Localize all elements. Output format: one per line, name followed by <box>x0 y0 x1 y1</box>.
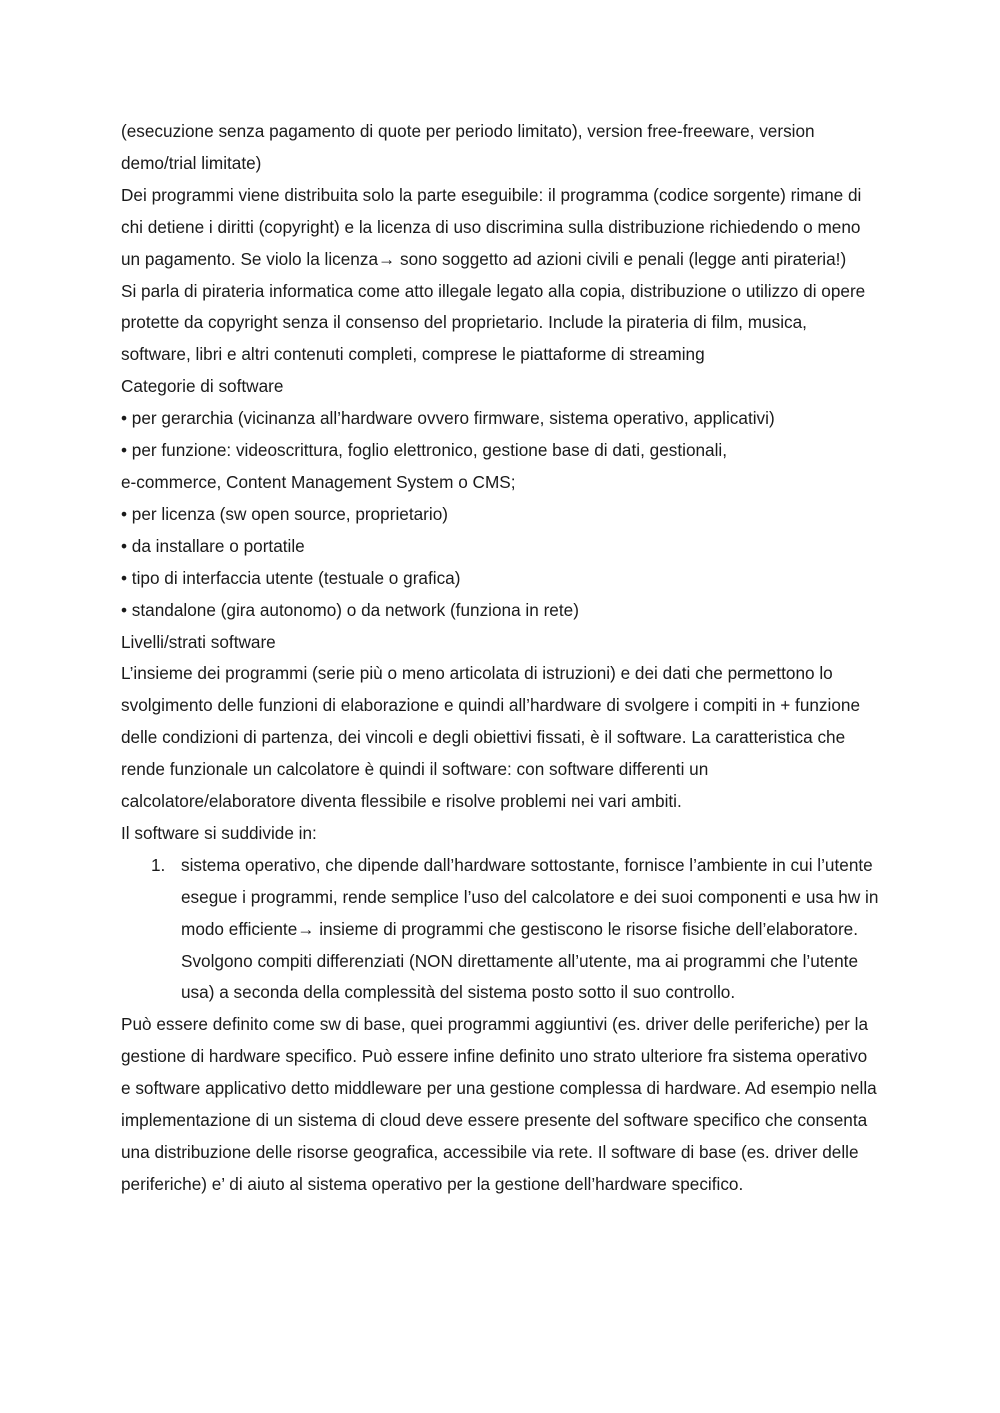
category-hierarchy: • per gerarchia (vicinanza all’hardware ovvero firmware, sistema operativo, applicativi) <box>121 408 775 429</box>
paragraph-license-types: (esecuzione senza pagamento di quote per periodo limitato), version free-freeware, version demo/trial limitate) <box>121 121 815 173</box>
paragraph-distribution: Dei programmi viene distribuita solo la parte eseguibile: il programma (codice sorgente) rimane di chi detiene i diritti (copyright) e la licenza di uso discrimina sulla distribuzione richiedendo o meno un pagamento. Se violo la licenza→ sono soggetto ad azioni civili e penali (legge anti pirateria!) <box>121 184 862 269</box>
list-item-number: 1. <box>151 854 166 875</box>
heading-software-categories: Categorie di software <box>121 376 284 397</box>
paragraph-base-software-middleware: Può essere definito come sw di base, quei programmi aggiuntivi (es. driver delle periferiche) per la gestione di hardware specifico. Può essere infine definito uno strato ulteriore fra sistema operativo e software applicativo detto middleware per una gestione complessa di hardware. Ad esempio nella implementazione di un sistema di cloud deve essere presente del software specifico che consenta una distribuzione delle risorse geografica, accessibile via rete. Il software di base (es. driver delle periferiche) e’ di aiuto al sistema operativo per la gestione dell’hardware specifico. <box>121 1014 877 1194</box>
numbered-list-item <box>121 850 881 1010</box>
paragraph-software-definition: L’insieme dei programmi (serie più o meno articolata di istruzioni) e dei dati che permettono lo svolgimento delle funzioni di elaborazione e quindi all’hardware di svolgere i compiti in + funzione delle condizioni di partenza, dei vincoli e degli obiettivi fissati, è il software. La caratteristica che rende funzionale un calcolatore è quindi il software: con software differenti un calcolatore/elaboratore diventa flessibile e risolve problemi nei vari ambiti. <box>121 663 861 812</box>
category-standalone: • standalone (gira autonomo) o da network (funziona in rete) <box>121 599 579 620</box>
category-interface: • tipo di interfaccia utente (testuale o grafica) <box>121 567 461 588</box>
paragraph-software-division: Il software si suddivide in: <box>121 822 317 843</box>
category-license: • per licenza (sw open source, proprietario) <box>121 503 448 524</box>
category-function-continued: e-commerce, Content Management System o CMS; <box>121 471 516 492</box>
category-install: • da installare o portatile <box>121 535 305 556</box>
list-item-operating-system: sistema operativo, che dipende dall’hardware sottostante, fornisce l’ambiente in cui l’utente esegue i programmi, rende semplice l’uso del calcolatore e dei suoi componenti e usa hw in modo efficiente→ insieme di programmi che gestiscono le risorse fisiche dell’elaboratore. Svolgono compiti differenziati (NON direttamente all’utente, ma ai programmi che l’utente usa) a seconda della complessità del sistema posto sotto il suo controllo. <box>181 854 879 1003</box>
category-function: • per funzione: videoscrittura, foglio elettronico, gestione base di dati, gestionali, <box>121 440 728 461</box>
paragraph-piracy: Si parla di pirateria informatica come atto illegale legato alla copia, distribuzione o utilizzo di opere protette da copyright senza il consenso del proprietario. Include la pirateria di film, musica, software, libri e altri contenuti completi, comprese le piattaforme di streaming <box>121 280 866 365</box>
document-body <box>121 116 881 1201</box>
heading-software-layers: Livelli/strati software <box>121 631 276 652</box>
